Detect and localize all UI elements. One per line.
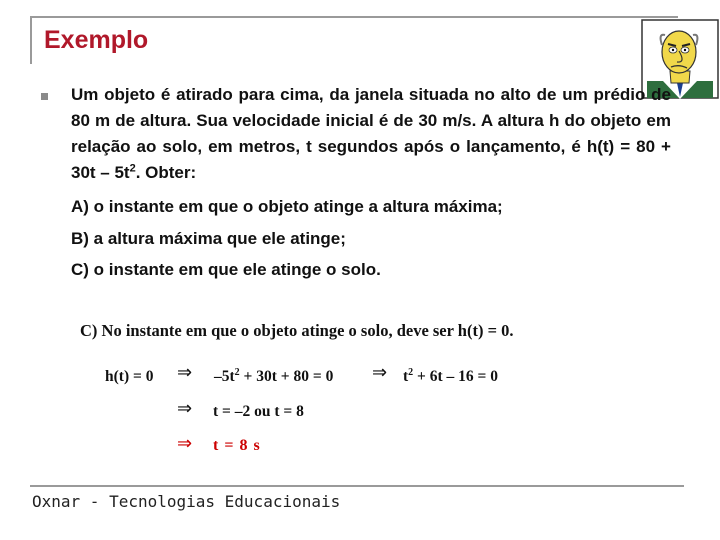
h-equals-zero: h(t) = 0 — [105, 368, 154, 385]
problem-statement — [71, 82, 671, 186]
roots-result: t = –2 ou t = 8 — [213, 403, 304, 420]
implies-arrow-4: ⇒ — [177, 433, 193, 454]
frame-left-line — [30, 16, 32, 64]
implies-arrow-2: ⇒ — [372, 362, 388, 383]
implies-arrow-1: ⇒ — [177, 362, 193, 383]
problem-text: Um objeto é atirado para cima, da janela situada no alto de um prédio de 80 m de altura. Sua velocidade inicial é de 30 m/s. A altura h do objeto em relação ao solo, em metros, t segundos após o lançamento, é h(t) = 80 + 30t – 5t — [71, 85, 671, 182]
frame-top-line — [30, 16, 678, 18]
equation-2 — [403, 368, 498, 386]
problem-exponent: 2 — [129, 162, 136, 175]
equation-1-right: + 30t + 80 = 0 — [239, 368, 334, 385]
question-item-b: B) a altura máxima que ele atinge; — [71, 229, 346, 248]
equation-1-exponent: 2 — [234, 366, 240, 378]
equation-2-exponent: 2 — [408, 366, 414, 378]
equation-2-left: t — [403, 368, 409, 385]
footer-divider — [30, 485, 684, 487]
implies-arrow-3: ⇒ — [177, 398, 193, 419]
square-bullet-icon — [41, 93, 48, 100]
slide-title: Exemplo — [44, 26, 149, 54]
equation-1 — [214, 368, 333, 386]
question-item-c: C) o instante em que ele atinge o solo. — [71, 260, 381, 279]
solution-heading: C) No instante em que o objeto atinge o solo, deve ser h(t) = 0. — [80, 321, 514, 340]
equation-2-right: + 6t – 16 = 0 — [413, 368, 498, 385]
question-item-a: A) o instante em que o objeto atinge a altura máxima; — [71, 197, 503, 216]
footer-text: Oxnar - Tecnologias Educacionais — [32, 492, 341, 511]
equation-1-left: –5t — [214, 368, 235, 385]
final-answer: t = 8 s — [213, 437, 261, 454]
problem-text-end: . Obter: — [135, 163, 197, 182]
